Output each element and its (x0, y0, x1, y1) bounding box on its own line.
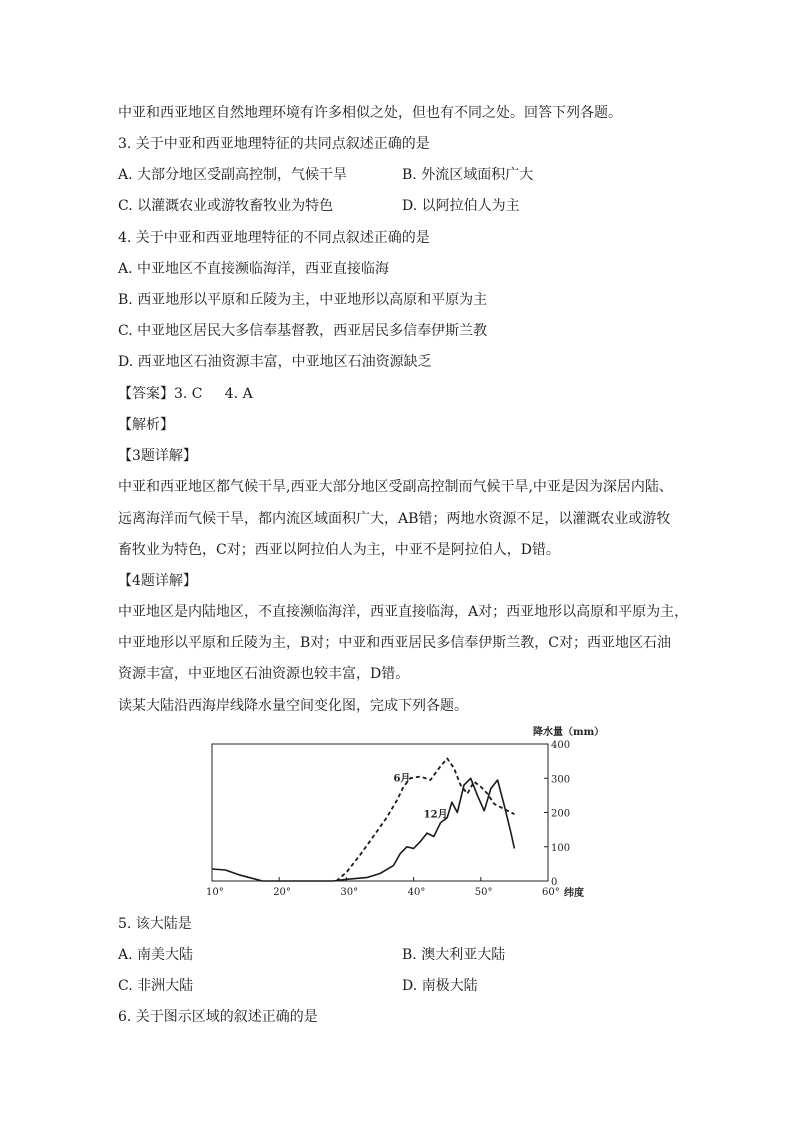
question-3-option-d: D. 以阿拉伯人为主 (402, 198, 520, 214)
x-tick-label: 40° (407, 887, 426, 898)
y-tick-label: 0 (551, 877, 558, 888)
answer-line: 【答案】3. C 4. A (118, 386, 253, 402)
question-4-option-a: A. 中亚地区不直接濒临海洋，西亚直接临海 (118, 261, 390, 277)
intro-text: 中亚和西亚地区自然地理环境有许多相似之处，但也有不同之处。回答下列各题。 (118, 105, 622, 121)
question-3-option-b: B. 外流区域面积广大 (402, 167, 534, 183)
y-axis-label: 降水量（mm） (533, 727, 600, 738)
question-5-option-c: C. 非洲大陆 (118, 978, 194, 994)
detail-4-line: 中亚地区是内陆地区，不直接濒临海洋，西亚直接临海，A对；西亚地形以高原和平原为主， (118, 604, 689, 620)
y-tick-label: 200 (551, 808, 571, 820)
question-5-option-a: A. 南美大陆 (118, 947, 194, 963)
x-tick-label: 50° (474, 887, 493, 898)
detail-3-line: 中亚和西亚地区都气候干旱,西亚大部分地区受副高控制而气候干旱,中亚是因为深居内陆、 (118, 479, 673, 495)
y-tick-label: 400 (551, 740, 571, 751)
analysis-label: 【解析】 (118, 417, 174, 433)
x-axis-label: 纬度 (564, 888, 584, 899)
series-label-december: 12月 (423, 809, 448, 821)
plot-frame (212, 744, 548, 881)
x-tick-label: 20° (273, 887, 291, 898)
series-group (212, 758, 514, 881)
detail-3-line: 远离海洋而气候干旱，都内流区域面积广大，AB错；两地水资源不足，以灌溉农业或游牧 (118, 511, 671, 527)
question-5-stem: 5. 该大陆是 (118, 916, 192, 932)
y-tick-label: 300 (551, 774, 571, 786)
question-4-stem: 4. 关于中亚和西亚地理特征的不同点叙述正确的是 (118, 230, 430, 246)
chart-intro: 读某大陆沿西海岸线降水量空间变化图，完成下列各题。 (118, 698, 468, 714)
precipitation-chart-svg (200, 722, 600, 907)
detail-3-line: 畜牧业为特色，C对；西亚以阿拉伯人为主，中亚不是阿拉伯人，D错。 (118, 542, 560, 558)
question-3-option-a: A. 大部分地区受副高控制，气候干旱 (118, 167, 348, 183)
precipitation-chart (200, 722, 600, 907)
question-3-stem: 3. 关于中亚和西亚地理特征的共同点叙述正确的是 (118, 136, 430, 152)
x-tick-label: 30° (340, 887, 359, 898)
detail-4-heading: 【4题详解】 (118, 573, 197, 589)
detail-4-line: 中亚地形以平原和丘陵为主，B对；中亚和西亚居民多信奉伊斯兰教，C对；西亚地区石油 (118, 635, 671, 651)
x-tick-label: 60° (542, 887, 560, 898)
y-tick-label: 100 (551, 842, 571, 854)
series-line-december (212, 778, 514, 881)
question-4-option-b: B. 西亚地形以平原和丘陵为主，中亚地形以高原和平原为主 (118, 292, 488, 308)
detail-4-line: 资源丰富，中亚地区石油资源也较丰富，D错。 (118, 666, 410, 682)
series-label-june: 6月 (393, 773, 411, 785)
question-6-stem: 6. 关于图示区域的叙述正确的是 (118, 1009, 318, 1025)
question-3-option-c: C. 以灌溉农业或游牧畜牧业为特色 (118, 198, 334, 214)
question-4-option-d: D. 西亚地区石油资源丰富，中亚地区石油资源缺乏 (118, 354, 432, 370)
x-tick-label: 10° (206, 887, 224, 898)
question-5-option-b: B. 澳大利亚大陆 (402, 947, 506, 963)
detail-3-heading: 【3题详解】 (118, 448, 197, 464)
question-4-option-c: C. 中亚地区居民大多信奉基督教，西亚居民多信奉伊斯兰教 (118, 323, 488, 339)
question-5-option-d: D. 南极大陆 (402, 978, 478, 994)
